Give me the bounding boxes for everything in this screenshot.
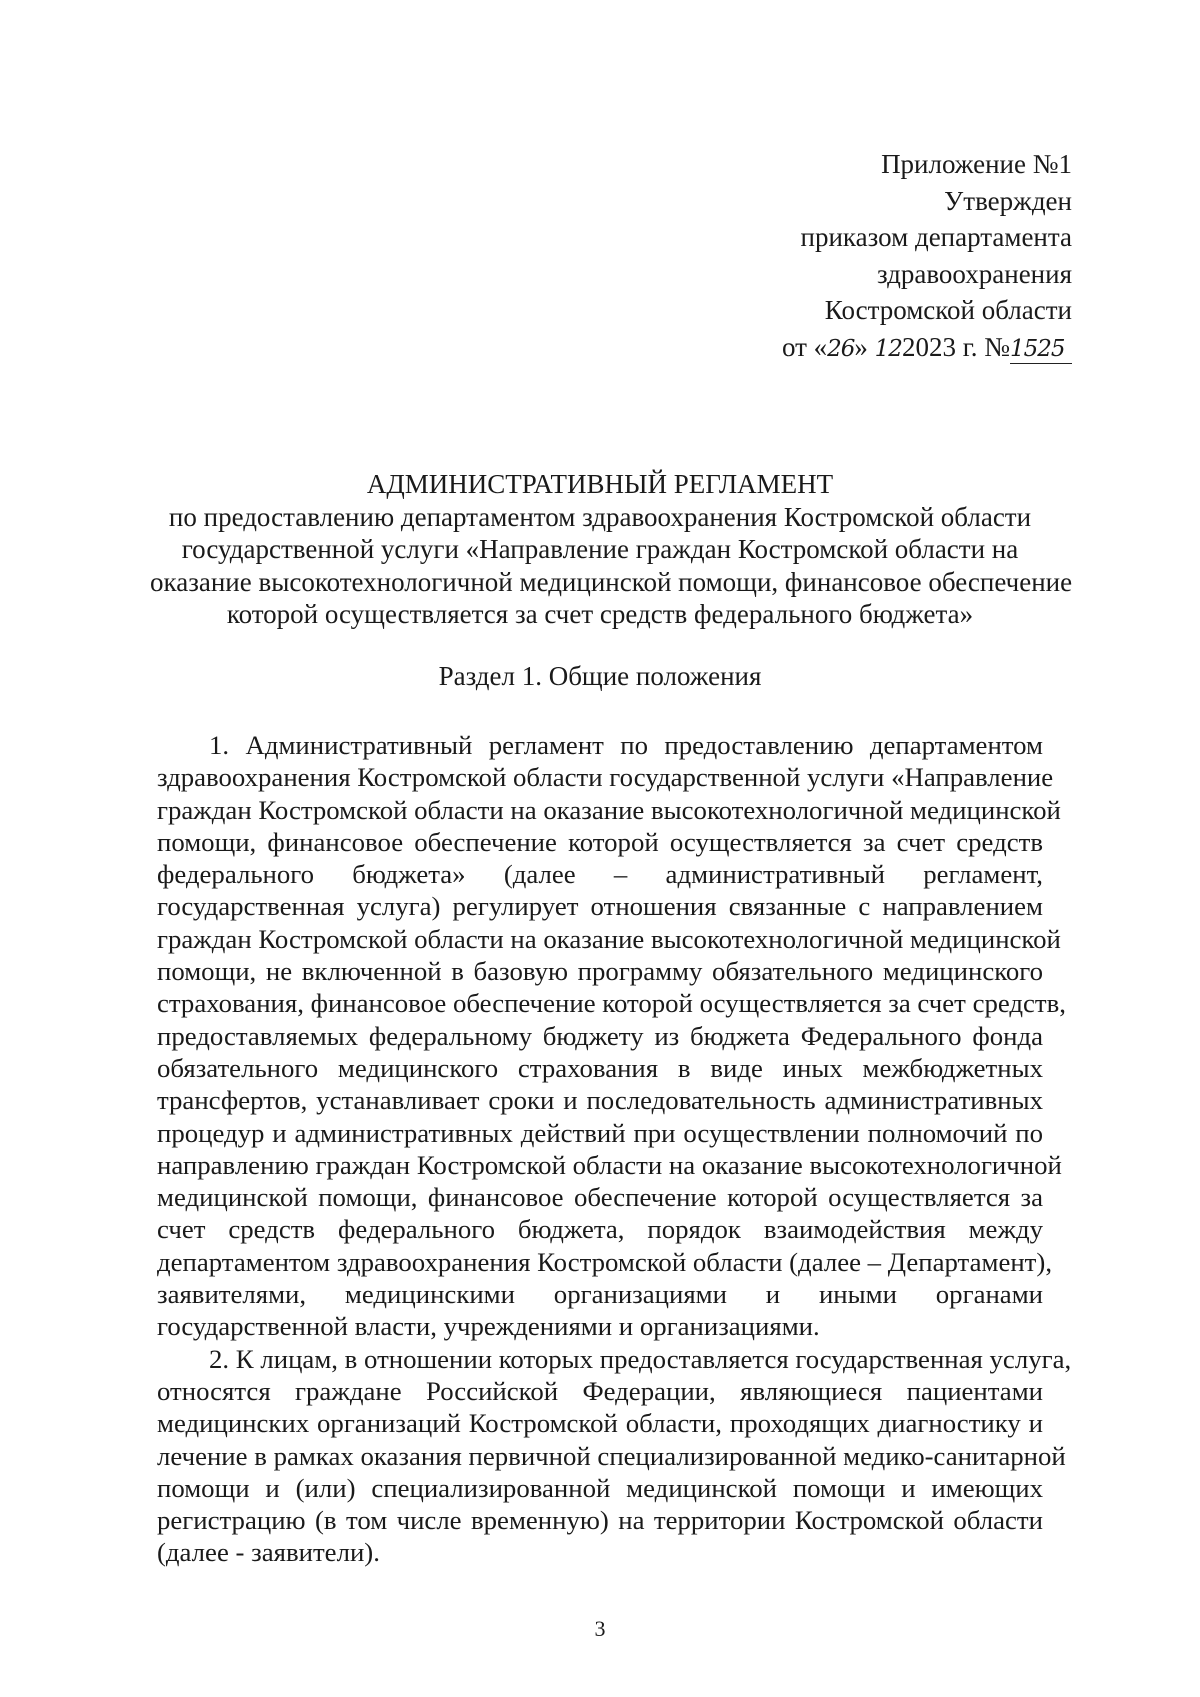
title-line: по предоставлению департаментом здравоохранения Костромской области [168,501,1032,532]
text-line: процедур и административных действий при осуществлении полномочий по [157,1117,1043,1148]
text-line: направлению граждан Костромской области на оказание высокотехнологичной [157,1149,1062,1180]
document-body [157,729,1072,1569]
region-name: Костромской области [824,295,1072,325]
paragraph-1 [157,729,1066,1343]
section-heading: Раздел 1. Общие положения [438,661,762,691]
text-line: здравоохранения Костромской области государственной услуги «Направление [157,762,1054,793]
text-line: регистрацию (в том числе временную) на территории Костромской области [157,1505,1043,1536]
text-line: лечение в рамках оказания первичной специализированной медико-санитарной [157,1440,1066,1471]
text-line: обязательного медицинского страхования в виде иных межбюджетных [157,1052,1043,1083]
text-line: граждан Костромской области на оказание высокотехнологичной медицинской [157,794,1061,825]
page-number: 3 [594,1616,606,1641]
date-prefix: от « [781,331,828,362]
appendix-number: Приложение №1 [881,149,1072,179]
approved-by-order: приказом департамента [800,222,1072,252]
approval-stamp-block [782,146,1072,367]
title-line: государственной услуги «Направление граждан Костромской области на [181,534,1019,564]
paragraph-2 [157,1343,1072,1569]
approved-label: Утвержден [944,185,1072,216]
text-line: государственная услуга) регулирует отношения связанные с направлением [157,891,1043,922]
text-line: 1. Административный регламент по предоставлению департаментом [209,730,1043,760]
text-line: трансфертов, устанавливает сроки и последовательность административных [157,1085,1043,1116]
title-line: оказание высокотехнологичной медицинской помощи, финансовое обеспечение [150,566,1073,597]
text-line: департаментом здравоохранения Костромской области (далее – Департамент), [157,1246,1053,1277]
date-day-handwritten: 26 [827,335,855,362]
title-line: АДМИНИСТРАТИВНЫЙ РЕГЛАМЕНТ [366,469,834,499]
text-line: страхования, финансовое обеспечение которой осуществляется за счет средств, [157,988,1066,1019]
department-name: здравоохранения [876,258,1072,289]
title-line: которой осуществляется за счет средств федерального бюджета» [226,599,974,629]
text-line: граждан Костромской области на оказание высокотехнологичной медицинской [157,923,1061,954]
order-number-handwritten: 1525 [1010,335,1065,362]
text-line: медицинских организаций Костромской области, проходящих диагностику и [157,1408,1043,1439]
text-line: заявителями, медицинскими организациями и иными органами [157,1279,1043,1310]
text-line: медицинской помощи, финансовое обеспечение которой осуществляется за [157,1182,1043,1213]
text-line: федерального бюджета» (далее – административный регламент, [157,859,1043,890]
text-line: помощи, не включенной в базовую программу обязательного медицинского [157,956,1043,987]
text-line: предоставляемых федеральному бюджету из бюджета Федерального фонда [157,1020,1043,1051]
document-title [150,468,1073,631]
text-line: государственной власти, учреждениями и организациями. [157,1311,820,1342]
text-line: счет средств федерального бюджета, порядок взаимодействия между [157,1214,1043,1245]
text-line: 2. К лицам, в отношении которых предоставляется государственная услуга, [209,1343,1072,1374]
text-line: относятся граждане Российской Федерации, являющиеся пациентами [157,1375,1043,1406]
order-date-line [782,329,1072,368]
date-month-handwritten: 12 [874,335,902,362]
date-year: 2023 г. № [901,331,1010,362]
date-separator: » [854,331,868,362]
text-line: помощи и (или) специализированной медицинской помощи и имеющих [157,1472,1043,1503]
text-line: помощи, финансовое обеспечение которой осуществляется за счет средств [157,826,1043,857]
text-line: (далее - заявители). [157,1537,380,1568]
